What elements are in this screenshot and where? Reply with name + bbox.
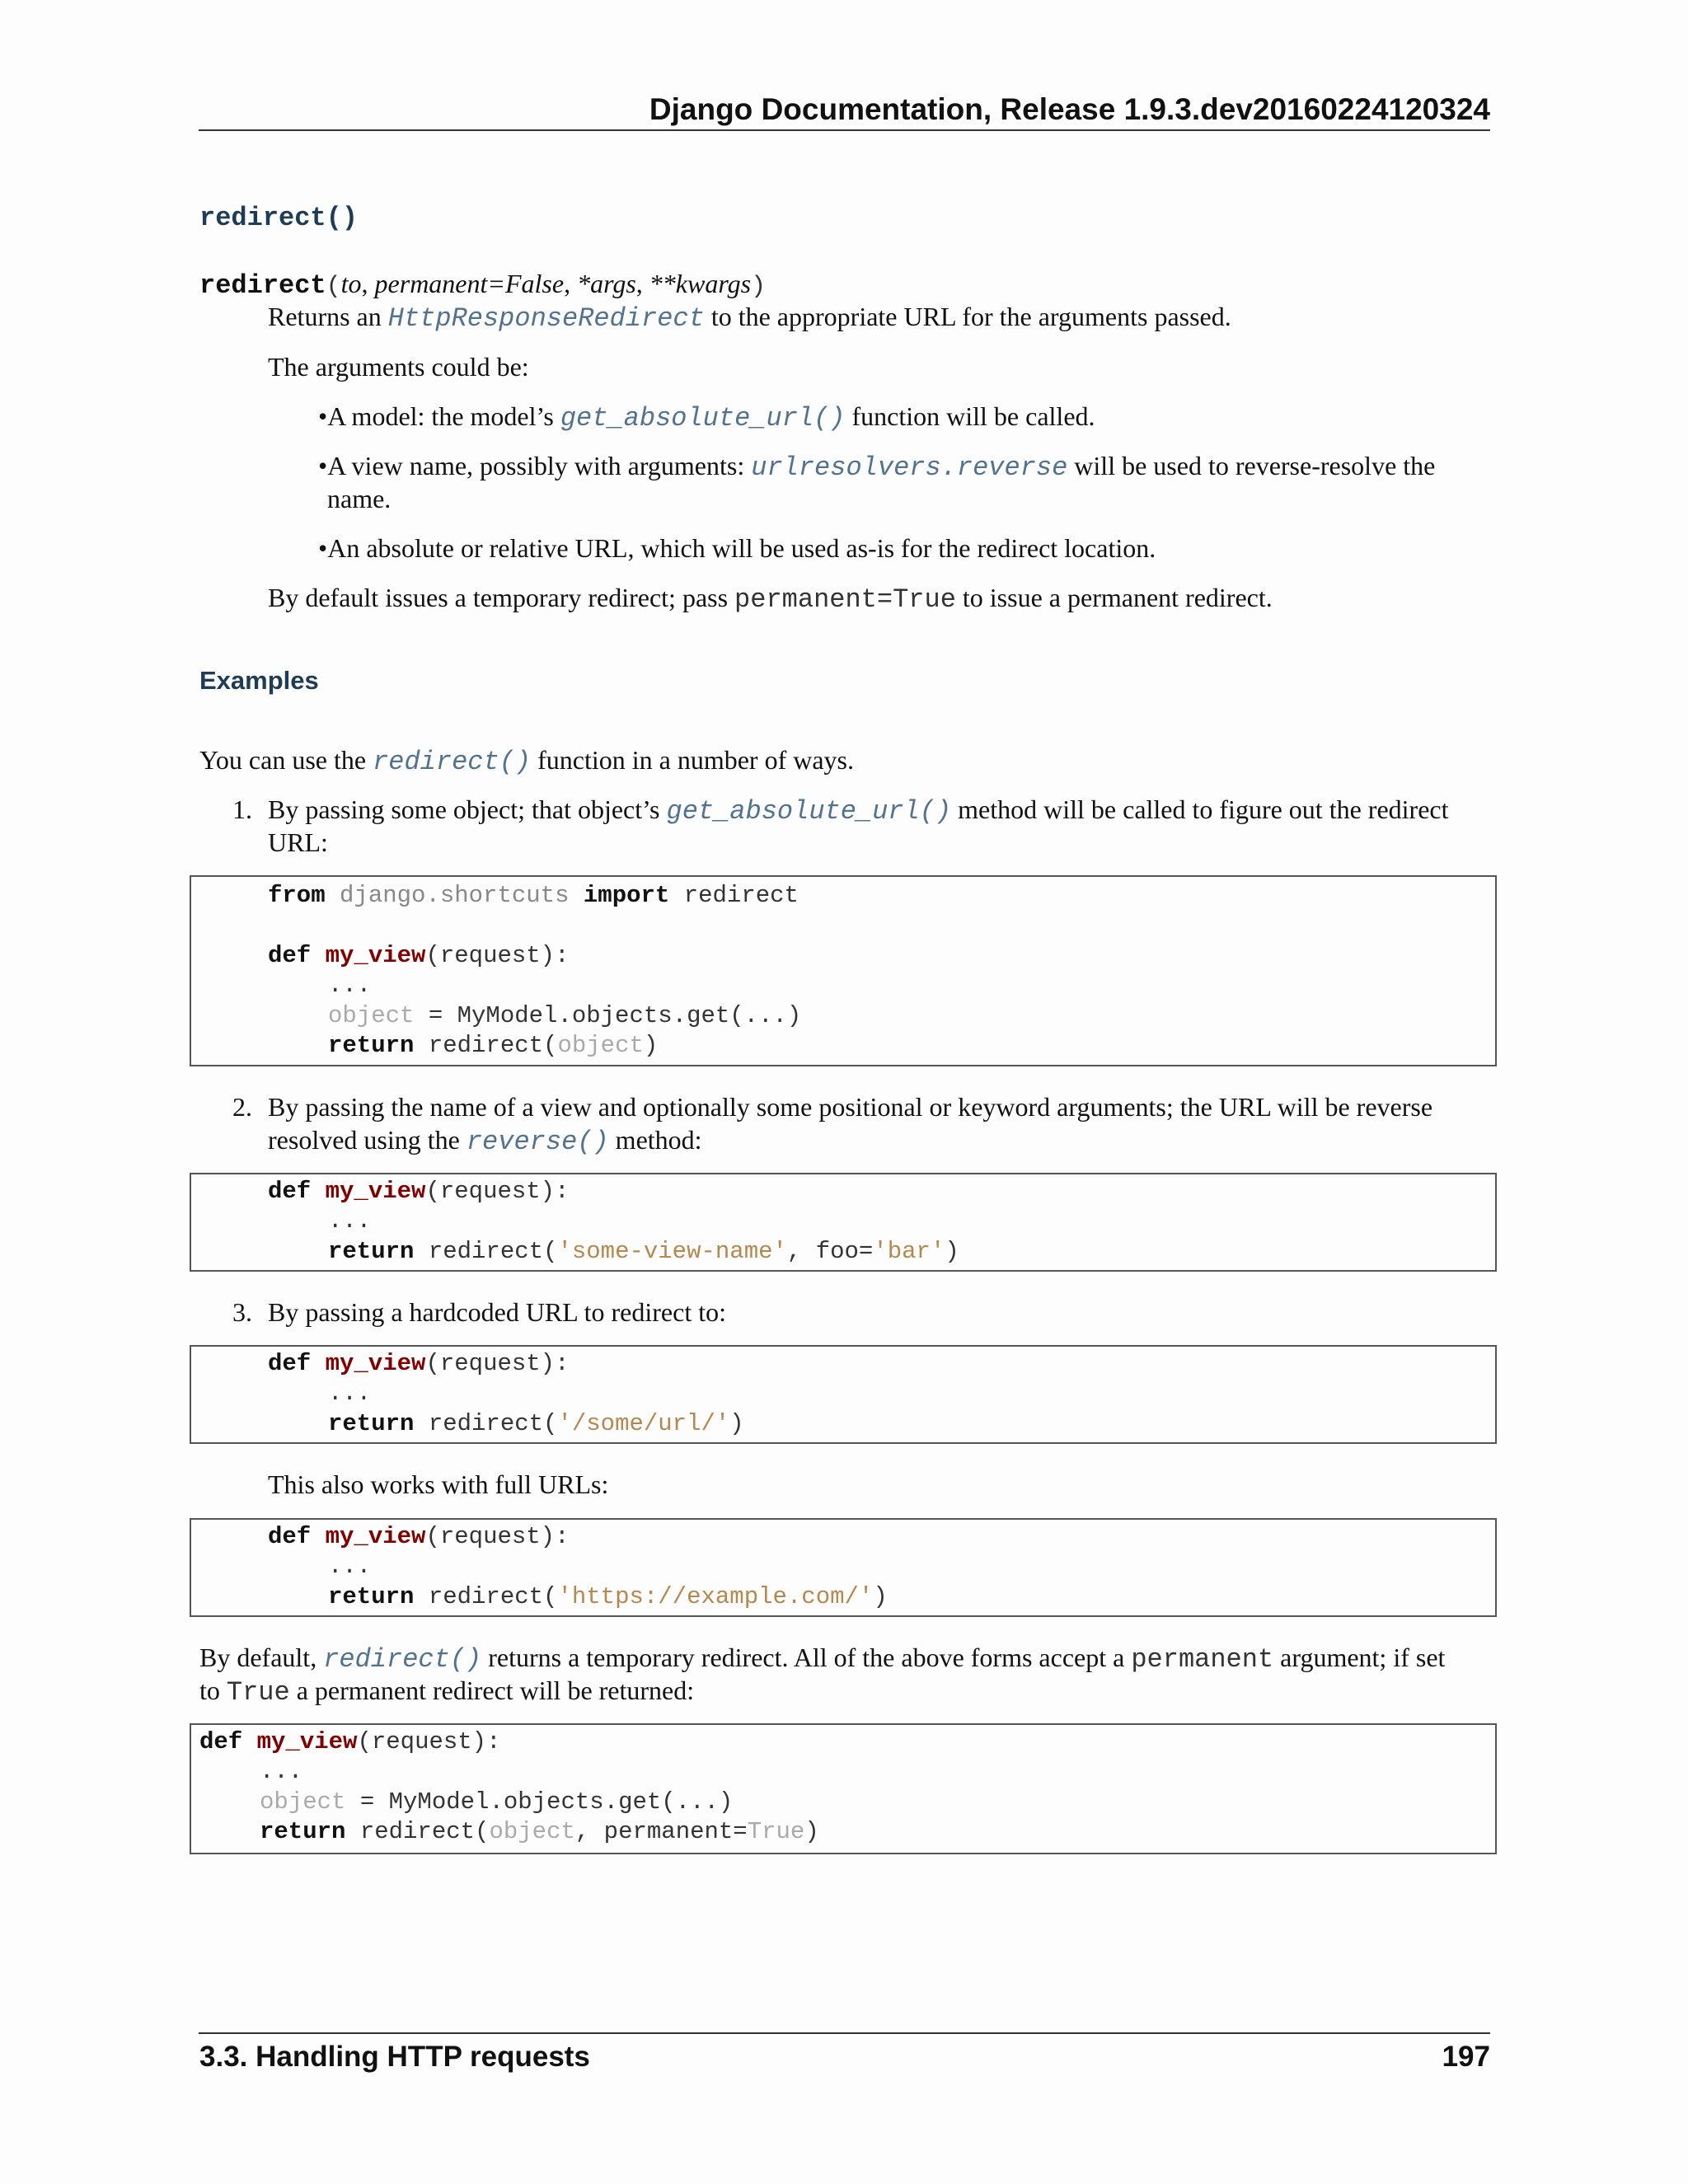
assignment: = MyModel.objects.get(...): [414, 1002, 802, 1029]
code-line: [328, 1002, 801, 1029]
inline-code-permanent-true: permanent=True: [734, 584, 956, 615]
code-line: [268, 1350, 569, 1377]
code-block-3: [190, 1345, 1497, 1444]
signature-arg-args: *args: [577, 269, 636, 298]
bullet-text: •A view name, possibly with arguments:: [318, 451, 752, 480]
httpresponseredirect-link[interactable]: HttpResponseRedirect: [387, 303, 705, 334]
item1-text-cont: URL:: [268, 827, 328, 857]
params: (request):: [425, 942, 570, 969]
close-paren: ): [873, 1583, 888, 1610]
code-line: [328, 1380, 371, 1407]
full-urls-text: This also works with full URLs:: [268, 1469, 609, 1499]
code-line: [328, 1032, 658, 1059]
close-paren: ): [729, 1410, 744, 1437]
bullet-text-tail: will be used to reverse-resolve the: [1067, 451, 1436, 480]
kw-def: def: [199, 1728, 243, 1755]
call: redirect(: [345, 1818, 490, 1845]
running-header: Django Documentation, Release 1.9.3.dev20160224120324: [649, 92, 1490, 126]
builtin-true: True: [747, 1818, 805, 1845]
close-paren: ): [643, 1032, 659, 1059]
final-text-mid: returns a temporary redirect. All of the above forms accept a: [481, 1643, 1132, 1672]
get-absolute-url-link[interactable]: get_absolute_url(): [560, 403, 846, 434]
code-line: [328, 1553, 371, 1580]
code-line: [268, 882, 799, 909]
get-absolute-url-link[interactable]: get_absolute_url(): [666, 796, 952, 827]
function-name: my_view: [325, 1523, 426, 1550]
kw-def: def: [268, 1350, 312, 1377]
code-block-2: [190, 1173, 1497, 1272]
final-paragraph-cont: [199, 1675, 694, 1708]
ellipsis: ...: [328, 1207, 372, 1235]
string-literal: 'https://example.com/': [557, 1583, 874, 1610]
item1-text: [268, 794, 1448, 827]
signature-sep: ,: [635, 269, 649, 298]
bullet-model: [318, 401, 1095, 434]
function-name: my_view: [256, 1728, 358, 1755]
code-line: [260, 1788, 733, 1816]
returns-text-tail: to the appropriate URL for the arguments passed.: [704, 302, 1231, 331]
kw-from: from: [268, 882, 326, 909]
page-number: 197: [1442, 2041, 1490, 2073]
function-name: my_view: [325, 1178, 426, 1205]
kw-return: return: [260, 1818, 346, 1845]
final-text: to: [199, 1675, 227, 1705]
item2-text-tail: method:: [608, 1125, 702, 1155]
item1-text-tail: method will be called to figure out the redirect: [951, 794, 1449, 824]
list-number-2: 2.: [232, 1092, 252, 1122]
examples-intro: [199, 745, 854, 777]
code-line: [199, 1728, 500, 1755]
kw-def: def: [268, 1523, 312, 1550]
params: (request):: [425, 1178, 570, 1205]
default-paragraph: [268, 583, 1273, 615]
signature-arg-kwargs: **kwargs: [649, 269, 752, 298]
kw-return: return: [328, 1583, 415, 1610]
ellipsis: ...: [328, 1380, 372, 1407]
call: redirect(: [414, 1032, 558, 1059]
footer-section: 3.3. Handling HTTP requests: [199, 2041, 590, 2073]
assignment: = MyModel.objects.get(...): [345, 1788, 734, 1816]
bullet-text: •A model: the model’s: [318, 401, 560, 431]
bullet-view-name-cont: name.: [327, 484, 392, 513]
code-line: [328, 1410, 744, 1437]
intro-text: You can use the: [199, 745, 373, 775]
function-name: my_view: [325, 1350, 426, 1377]
bullet-url: •An absolute or relative URL, which will be used as-is for the redirect location.: [318, 533, 1156, 563]
module-name: django.shortcuts: [340, 882, 570, 909]
final-text-tail: a permanent redirect will be returned:: [289, 1675, 695, 1705]
signature-arg-to: to: [340, 269, 362, 298]
inline-code-permanent: permanent: [1131, 1644, 1274, 1675]
code-line: [268, 1178, 569, 1205]
urlresolvers-reverse-link[interactable]: urlresolvers.reverse: [751, 452, 1068, 483]
code-line: [328, 1207, 371, 1235]
signature-open-paren: (: [326, 273, 341, 301]
default-text: By default issues a temporary redirect; pass: [268, 583, 735, 612]
returns-paragraph: [268, 302, 1231, 334]
item2-text-cont: [268, 1125, 702, 1157]
code-line: [260, 1818, 819, 1845]
builtin-object: object: [328, 1002, 415, 1029]
ellipsis: ...: [328, 972, 372, 999]
kw-return: return: [328, 1032, 415, 1059]
identifier: redirect: [683, 882, 799, 909]
signature-name: redirect: [199, 270, 326, 301]
final-text-tail: argument; if set: [1273, 1643, 1446, 1672]
code-line: [328, 972, 371, 999]
item1-text-head: By passing some object; that object’s: [268, 794, 667, 824]
header-rule: [199, 129, 1490, 131]
default-text-tail: to issue a permanent redirect.: [955, 583, 1273, 612]
code-line: [328, 1583, 888, 1610]
code-line: [260, 1758, 302, 1785]
keyword-arg: , permanent=: [574, 1818, 748, 1845]
signature-sep: ,: [361, 269, 375, 298]
footer-rule: [199, 2032, 1490, 2034]
final-paragraph: [199, 1643, 1445, 1675]
kw-def: def: [268, 1178, 312, 1205]
item2-text: By passing the name of a view and optionally some positional or keyword arguments; the URL will be reverse: [268, 1092, 1433, 1122]
builtin-object: object: [489, 1818, 575, 1845]
builtin-object: object: [557, 1032, 644, 1059]
string-literal: 'some-view-name': [557, 1238, 787, 1265]
section-heading: redirect(): [199, 203, 359, 233]
redirect-link[interactable]: redirect(): [373, 747, 532, 777]
inline-code-true: True: [226, 1677, 290, 1708]
params: (request):: [425, 1350, 570, 1377]
list-number-1: 1.: [232, 794, 252, 824]
string-literal: 'bar': [873, 1238, 945, 1265]
ellipsis: ...: [260, 1758, 303, 1785]
kw-import: import: [583, 882, 670, 909]
kw-return: return: [328, 1410, 415, 1437]
code-block-1: [190, 875, 1497, 1066]
kw-return: return: [328, 1238, 415, 1265]
keyword-arg: , foo=: [786, 1238, 874, 1265]
call: redirect(: [414, 1410, 558, 1437]
kw-def: def: [268, 942, 312, 969]
call: redirect(: [414, 1238, 558, 1265]
bullet-text-tail: function will be called.: [845, 401, 1095, 431]
ellipsis: ...: [328, 1553, 372, 1580]
reverse-link[interactable]: reverse(): [466, 1127, 609, 1157]
close-paren: ): [804, 1818, 819, 1845]
code-block-4: [190, 1518, 1497, 1617]
function-name: my_view: [325, 942, 426, 969]
call: redirect(: [414, 1583, 558, 1610]
item2-text-head: resolved using the: [268, 1125, 467, 1155]
code-line: [268, 942, 569, 969]
returns-text: Returns an: [268, 302, 388, 331]
arguments-intro: The arguments could be:: [268, 352, 529, 382]
params: (request):: [425, 1523, 570, 1550]
builtin-object: object: [260, 1788, 346, 1816]
signature-close-paren: ): [751, 273, 767, 301]
redirect-link[interactable]: redirect(): [323, 1644, 482, 1675]
signature-arg-permanent: permanent=False: [374, 269, 565, 298]
close-paren: ): [945, 1238, 959, 1265]
intro-text-tail: function in a number of ways.: [531, 745, 854, 775]
examples-heading: Examples: [199, 666, 319, 695]
code-line: [328, 1238, 959, 1265]
final-text: By default,: [199, 1643, 324, 1672]
code-block-5: [190, 1723, 1497, 1854]
list-number-3: 3.: [232, 1297, 252, 1327]
signature-sep: ,: [564, 269, 578, 298]
string-literal: '/some/url/': [557, 1410, 730, 1437]
function-signature: [199, 269, 766, 301]
item3-text: By passing a hardcoded URL to redirect to:: [268, 1297, 726, 1327]
params: (request):: [357, 1728, 501, 1755]
code-line: [268, 1523, 569, 1550]
bullet-view-name: [318, 451, 1435, 483]
